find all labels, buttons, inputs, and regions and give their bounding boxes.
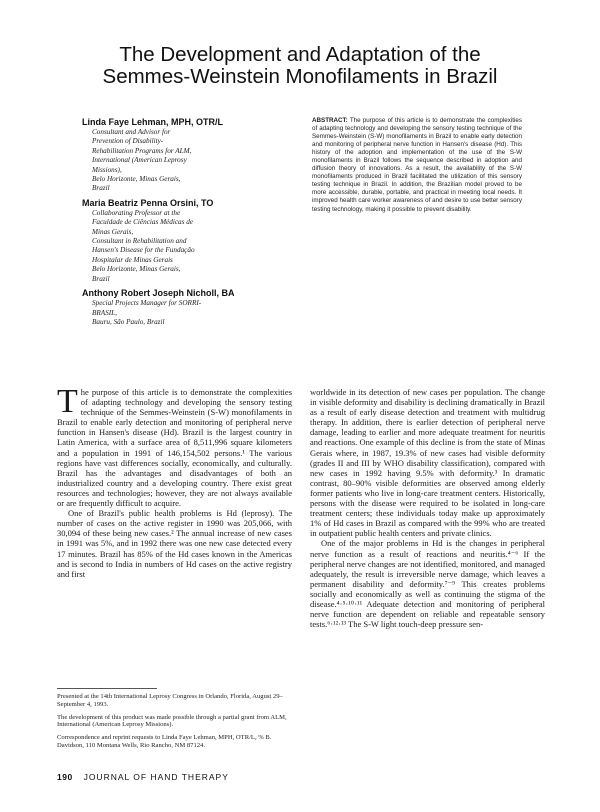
author-block — [82, 198, 307, 284]
page-footer — [57, 772, 229, 782]
affiliation-line: Hansen's Disease for the Fundação — [92, 246, 195, 255]
author-name: Anthony Robert Joseph Nicholl, BA — [82, 288, 235, 299]
body-column-right — [310, 387, 545, 629]
body-column-left — [57, 383, 292, 579]
paragraph-text: he purpose of this article is to demonstrate the complexities of adapting technology and developing the sensory testing technique of the Semmes-Weinstein (S-W) monofilaments in Brazil to enable early detection and monitoring of peripheral nerve function in Hansen's disease (Hd). Brazil is the largest country in Latin America, with a surface area of 8,511,996 square kilometers and a population in 1991 of 146,154,502 persons.¹ The various regions have vast differences socially, economically, and culturally. Brazil has the advantages and disadvantages of both an industrialized country and a developing country. There exist great resources and technologies; however, they are not always available or are frequently difficult to acquire. — [57, 387, 292, 509]
page-number: 190 — [57, 772, 73, 782]
affiliation-line: Collaborating Professor at the — [92, 208, 181, 217]
affiliation-line: Consultant in Rehabilitation and — [92, 237, 187, 246]
drop-cap: T — [57, 383, 78, 420]
affiliation-line: Hospitalar de Minas Gerais — [92, 255, 173, 264]
affiliation-line: Belo Horizonte, Minas Gerais, — [92, 265, 181, 274]
author-affiliation — [82, 299, 307, 327]
abstract — [312, 117, 522, 214]
title-line-2: Semmes-Weinstein Monofilaments in Brazil — [102, 65, 498, 88]
paragraph: One of Brazil's public health problems is Hd (leprosy). The number of cases on the active register in 1990 was 205,066, with 30,094 of these being new cases.² The annual increase of new cases in 1991 was 5%, and in 1992 there was one new case detected every 17 minutes. Brazil has 85% of the Hd cases known in the Americas and is second to India in numbers of Hd cases on the active registry and first — [57, 508, 292, 579]
paragraph — [57, 383, 292, 509]
author-block — [82, 288, 307, 327]
footnote-divider — [57, 688, 157, 689]
affiliation-line: Special Projects Manager for SORRI- — [92, 299, 202, 308]
footnote: The development of this product was made possible through a partial grant from ALM, International (American Leprosy Missions). — [57, 713, 287, 729]
affiliation-line: Missions), — [92, 165, 122, 174]
abstract-label: ABSTRACT: — [312, 117, 348, 124]
affiliation-line: BRASIL, — [92, 308, 117, 317]
affiliation-line: Belo Horizonte, Minas Gerais, — [92, 175, 181, 184]
author-list — [82, 117, 307, 331]
affiliation-line: Brazil — [92, 184, 110, 193]
affiliation-line: Bauru, São Paulo, Brazil — [92, 317, 165, 326]
affiliation-line: Consultant and Advisor for — [92, 128, 171, 136]
affiliation-line: Brazil — [92, 274, 110, 283]
article-title — [40, 44, 560, 88]
affiliation-line: Rehabilitation Programs for ALM, — [92, 146, 192, 155]
footnotes — [57, 693, 292, 755]
title-line-1: The Development and Adaptation of the — [119, 43, 481, 66]
paragraph: One of the major problems in Hd is the changes in peripheral nerve function as a result of reactions and neuritis.⁴⁻⁶ If the peripheral nerve changes are not identified, monitored, and managed adequately, the result is irreversible nerve damage, which leaves a permanent disability and deformity.⁷⁻⁹ This creates problems socially and economically as well as continuing the stigma of the disease.⁴·⁵·¹⁰·¹¹ Adequate detection and monitoring of peripheral nerve function are dependent on reliable and repeatable sensory tests.⁶·¹²·¹³ The S-W light touch-deep pressure sen- — [310, 538, 545, 630]
affiliation-line: International (American Leprosy — [92, 156, 187, 165]
author-affiliation — [82, 209, 307, 284]
affiliation-line: Prevention of Disability- — [92, 137, 164, 146]
affiliation-line: Faculdade de Ciências Médicas de — [92, 218, 193, 227]
author-name: Maria Beatriz Penna Orsini, TO — [82, 197, 214, 208]
author-name: Linda Faye Lehman, MPH, OTR/L — [82, 117, 224, 127]
author-affiliation — [82, 128, 307, 194]
footnote: Correspondence and reprint requests to Linda Faye Lehman, MPH, OTR/L, % B. Davidson, 110 Montana Wells, Rio Rancho, NM 87124. — [57, 734, 272, 749]
journal-name: JOURNAL OF HAND THERAPY — [83, 772, 229, 782]
author-block — [82, 117, 307, 194]
footnote: Presented at the 14th International Leprosy Congress in Orlando, Florida, August 29–September 4, 1993. — [57, 693, 283, 708]
paragraph: worldwide in its detection of new cases per population. The change in visible deformity and disability is declining dramatically in Brazil as a result of early disease detection and treatment with multidrug therapy. In addition, there is earlier detection of peripheral nerve damage, leading to earlier and more adequate treatment for neuritis and reactions. One example of this decline is from the state of Minas Gerais where, in 1987, 19.3% of new cases had visible deformity (grades II and III by WHO disability classification), compared with new cases in 1992 having 9.5% with deformity.³ In dramatic contrast, 80–90% visible deformities are observed among elderly former patients who live in long-care treatment centers. Historically, persons with the disease were required to be isolated in long-care treatment centers; these individuals today make up approximately 1% of Hd cases in Brazil as compared with the 99% who are treated in outpatient public health centers and private clinics. — [310, 387, 545, 539]
abstract-text: The purpose of this article is to demonstrate the complexities of adapting technology and developing the sensory testing technique of the Semmes-Weinstein (S-W) monofilaments in Brazil to enable early detection and monitoring of peripheral nerve function in Hansen's disease (Hd). This history of the adoption and implementation of the use of the S-W monofilaments in Brazil follows the sequence described in adoption and diffusion theory of innovations. As a result, the availability of the S-W monofilaments produced in Brazil facilitated the utilization of this sensory testing technique in Brazil. In addition, the Brazilian model proved to be more accessible, durable, portable, and practical in meeting local needs. It improved health care worker awareness of and desire to use better sensory testing technology, making it possible to prevent disability. — [312, 117, 523, 213]
affiliation-line: Minas Gerais, — [92, 227, 134, 236]
